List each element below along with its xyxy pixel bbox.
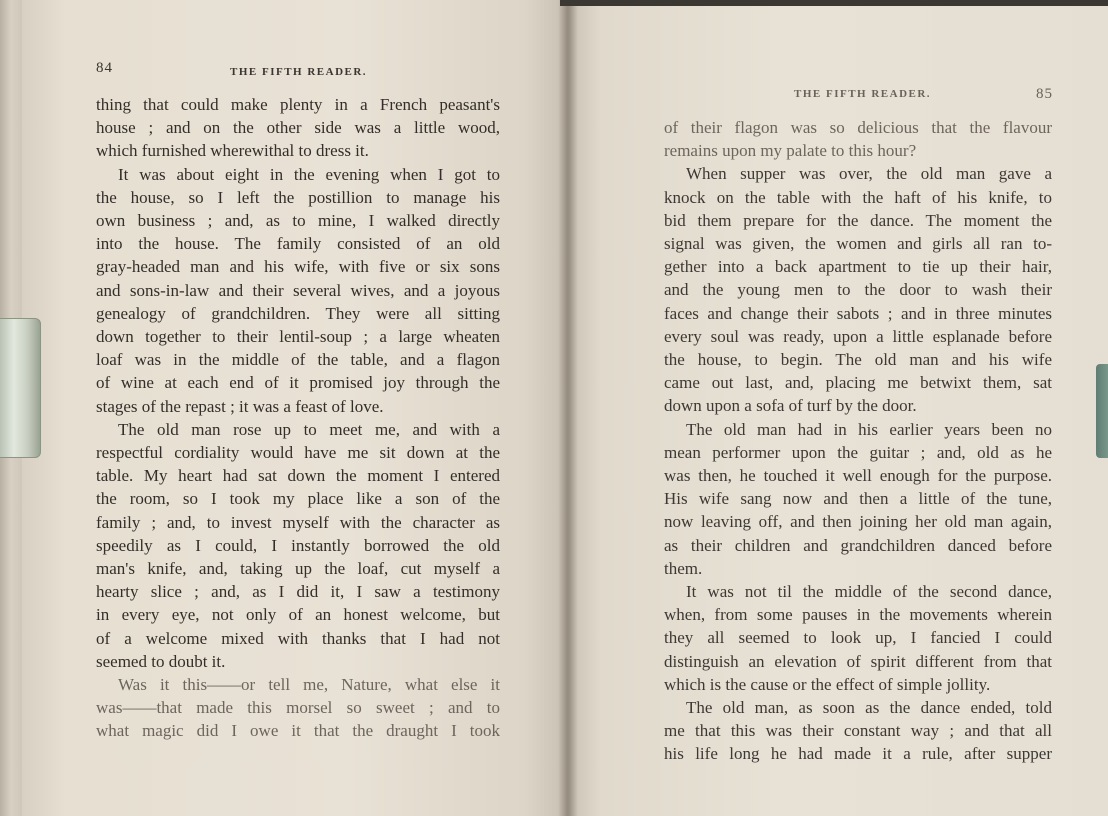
text-line: as their children and grandchildren danced before [664, 535, 1052, 555]
text-line: me that this was their constant way ; and that all [664, 721, 1052, 741]
right-page [568, 0, 1108, 816]
text-line: The old man, as soon as the dance ended, told [686, 698, 1052, 718]
left-page [22, 0, 568, 816]
text-line: and the young men to the door to wash their [664, 280, 1052, 300]
text-line: distinguish an elevation of spirit different from that [664, 651, 1052, 671]
text-line: them. [664, 558, 703, 578]
text-line: and sons-in-law and their several wives, and a joyous [96, 280, 500, 300]
text-line: in every eye, not only of an honest welcome, but [96, 605, 500, 625]
text-line: signal was given, the women and girls all ran to- [664, 234, 1052, 254]
page-number: 85 [1036, 86, 1053, 102]
page-top-shadow [560, 0, 1108, 6]
text-line: was——that made this morsel so sweet ; and to [96, 698, 500, 718]
text-line: down together to their lentil-soup ; a large wheaten [96, 327, 500, 347]
text-line: when, from some pauses in the movements wherein [664, 605, 1052, 625]
text-line: His wife sang now and then a little of the tune, [664, 489, 1052, 509]
text-line: the house, so I left the postillion to manage his [96, 187, 500, 207]
text-line: genealogy of grandchildren. They were all sitting [96, 303, 500, 323]
text-line: seemed to doubt it. [96, 651, 226, 671]
text-line: down upon a sofa of turf by the door. [664, 396, 917, 416]
text-line: what magic did I owe it that the draught I took [96, 721, 500, 741]
text-line: own business ; and, as to mine, I walked directly [96, 211, 500, 231]
page-clip-left [0, 318, 41, 458]
text-line: Was it this——or tell me, Nature, what else it [118, 675, 500, 695]
text-line: knock on the table with the haft of his knife, to [664, 187, 1052, 207]
text-line: of a welcome mixed with thanks that I had not [96, 628, 500, 648]
book-gutter [558, 0, 578, 816]
text-line: was then, he touched it well enough for the purpose. [664, 466, 1052, 486]
text-line: his life long he had made it a rule, after supper [664, 744, 1052, 764]
text-line: It was not til the middle of the second dance, [686, 582, 1052, 602]
text-line: table. My heart had sat down the moment I entered [96, 466, 500, 486]
text-line: hearty slice ; and, as I did it, I saw a testimony [96, 582, 500, 602]
text-line: of wine at each end of it promised joy through the [96, 373, 500, 393]
running-head: THE FIFTH READER. [794, 88, 932, 100]
text-line: family ; and, to invest myself with the character as [96, 512, 500, 532]
text-line: of their flagon was so delicious that the flavour [664, 118, 1052, 137]
left-page-text [96, 93, 500, 743]
page-number: 84 [96, 60, 113, 76]
page-clip-right [1096, 364, 1108, 458]
text-line: man's knife, and, taking up the loaf, cut myself a [96, 559, 500, 579]
text-line: mean performer upon the guitar ; and, old as he [664, 442, 1052, 462]
text-line: the room, so I took my place like a son of the [96, 489, 500, 509]
text-line: It was about eight in the evening when I got to [118, 164, 500, 184]
text-line: the house, to begin. The old man and his wife [664, 350, 1052, 370]
text-line: The old man had in his earlier years been no [686, 419, 1052, 439]
text-line: bid them prepare for the dance. The moment the [664, 210, 1052, 230]
text-line: speedily as I could, I instantly borrowed the old [96, 535, 500, 555]
text-line: into the house. The family consisted of an old [96, 234, 500, 254]
text-line: loaf was in the middle of the table, and a flagon [96, 350, 500, 370]
text-line: When supper was over, the old man gave a [686, 164, 1052, 184]
text-line: they all seemed to look up, I fancied I could [664, 628, 1052, 648]
text-line: which is the cause or the effect of simple jollity. [664, 674, 991, 694]
text-line: gray-headed man and his wife, with five or six sons [96, 257, 500, 277]
text-line: came out last, and, placing me betwixt them, sat [664, 373, 1052, 393]
right-page-text [664, 116, 1052, 766]
text-line: remains upon my palate to this hour? [664, 141, 917, 161]
text-line: house ; and on the other side was a little wood, [96, 118, 500, 138]
text-line: The old man rose up to meet me, and with a [118, 419, 500, 439]
text-line: every soul was ready, upon a little esplanade before [664, 326, 1052, 346]
text-line: faces and change their sabots ; and in three minutes [664, 303, 1052, 323]
text-line: now leaving off, and then joining her old man again, [664, 512, 1052, 532]
text-line: respectful cordiality would have me sit down at the [96, 443, 500, 463]
text-line: stages of the repast ; it was a feast of love. [96, 396, 384, 416]
text-line: which furnished wherewithal to dress it. [96, 141, 369, 161]
text-line: thing that could make plenty in a French peasant's [96, 95, 500, 114]
running-head: THE FIFTH READER. [230, 66, 368, 78]
text-line: gether into a back apartment to tie up their hair, [664, 257, 1052, 277]
